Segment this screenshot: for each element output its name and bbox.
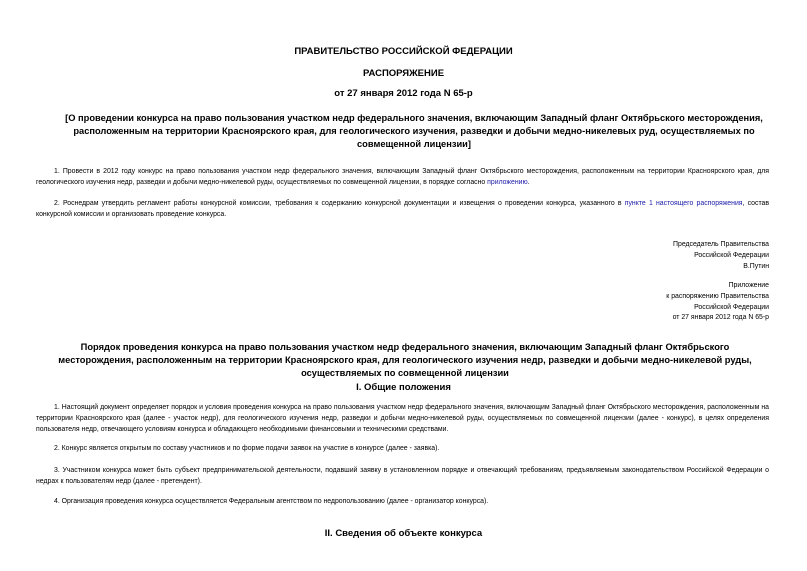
document-title: [О проведении конкурса на право пользования участком недр федерального значения, включающим Западный фланг Октябрьского месторождения, расположенным на территории Красноярского края, для геологического изучения, разведки и добычи медно-никелевых руд, осуществляемых по совмещенной лицензии] bbox=[65, 113, 763, 149]
appendix-item-1: 1. Настоящий документ определяет порядок и условия проведения конкурса на право пользования участком недр федерального значения, включающим Западный фланг Октябрьского месторождения, расположенным на территории Красноярского края (далее - участок недр), для геологического изучения недр, разведки и добычи медно-никелевой руды, осуществляемых по совмещенной лицензии (далее - конкурс), в целях определения пользователя недр, отвечающего условиям конкурса и обладающего необходимыми финансовыми и техническими средствами. bbox=[36, 404, 769, 434]
appendix-ref-line-4: от 27 января 2012 года N 65-р bbox=[672, 314, 769, 322]
appendix-item-4: 4. Организация проведения конкурса осуществляется Федеральным агентством по недропользованию (далее - организатор конкурса). bbox=[54, 498, 489, 505]
appendix-item-3: 3. Участником конкурса может быть субъект предпринимательской деятельности, подавший заявку в установленном порядке и отвечающий требованиям, предъявляемым законодательством Российской Федерации о недрах к пользователям недр (далее - претендент). bbox=[36, 467, 769, 486]
appendix-title: Порядок проведения конкурса на право пользования участком недр федерального значения, включающим Западный фланг Октябрьского месторождения, расположенным на территории Красноярского края, для геологического изучения недр, разведки и добычи медно-никелевой руды, осуществляемых по совмещенной лицензии bbox=[58, 342, 752, 378]
appendix-ref-line-3: Российской Федерации bbox=[694, 303, 769, 311]
paragraph-1 bbox=[36, 166, 769, 188]
signature-name: В.Путин bbox=[743, 262, 769, 270]
signature-country: Российской Федерации bbox=[694, 251, 769, 259]
appendix-reference bbox=[666, 281, 769, 324]
paragraph-2-text: 2. Роснедрам утвердить регламент работы конкурсной комиссии, требования к содержанию конкурсной документации и извещения о проведении конкурса, указанного в bbox=[54, 200, 625, 207]
signature-block bbox=[673, 240, 769, 272]
appendix-ref-line-2: к распоряжению Правительства bbox=[666, 292, 769, 300]
appendix-ref-line-1: Приложение bbox=[728, 282, 769, 289]
section-1-heading: I. Общие положения bbox=[356, 382, 451, 393]
government-heading: ПРАВИТЕЛЬСТВО РОССИЙСКОЙ ФЕДЕРАЦИИ bbox=[294, 46, 513, 57]
appendix-link[interactable]: приложению bbox=[487, 179, 528, 187]
document-type: РАСПОРЯЖЕНИЕ bbox=[362, 68, 445, 79]
document-date: от 27 января 2012 года N 65-р bbox=[334, 88, 473, 99]
paragraph-1-end: . bbox=[527, 179, 530, 187]
section-2-heading: II. Сведения об объекте конкурса bbox=[324, 528, 483, 539]
paragraph-2-end: , состав конкурсной комиссии и организовать проведение конкурса. bbox=[36, 200, 770, 219]
appendix-item-2: 2. Конкурс является открытым по составу участников и по форме подачи заявок на участие в конкурсе (далее - заявка). bbox=[54, 445, 440, 452]
paragraph-1-text: 1. Провести в 2012 году конкурс на право пользования участком недр федерального значения, включающим Западный фланг Октябрьского месторождения, расположенным на территории Красноярского края, для геологического изучения недр, разведки и добычи медно-никелевой руды, осуществляемых по совмещенной лицензии, в порядке согласно bbox=[36, 168, 769, 187]
clause-1-link[interactable]: пункте 1 настоящего распоряжения bbox=[624, 200, 743, 207]
paragraph-2 bbox=[36, 198, 769, 220]
signature-position: Председатель Правительства bbox=[673, 241, 769, 248]
